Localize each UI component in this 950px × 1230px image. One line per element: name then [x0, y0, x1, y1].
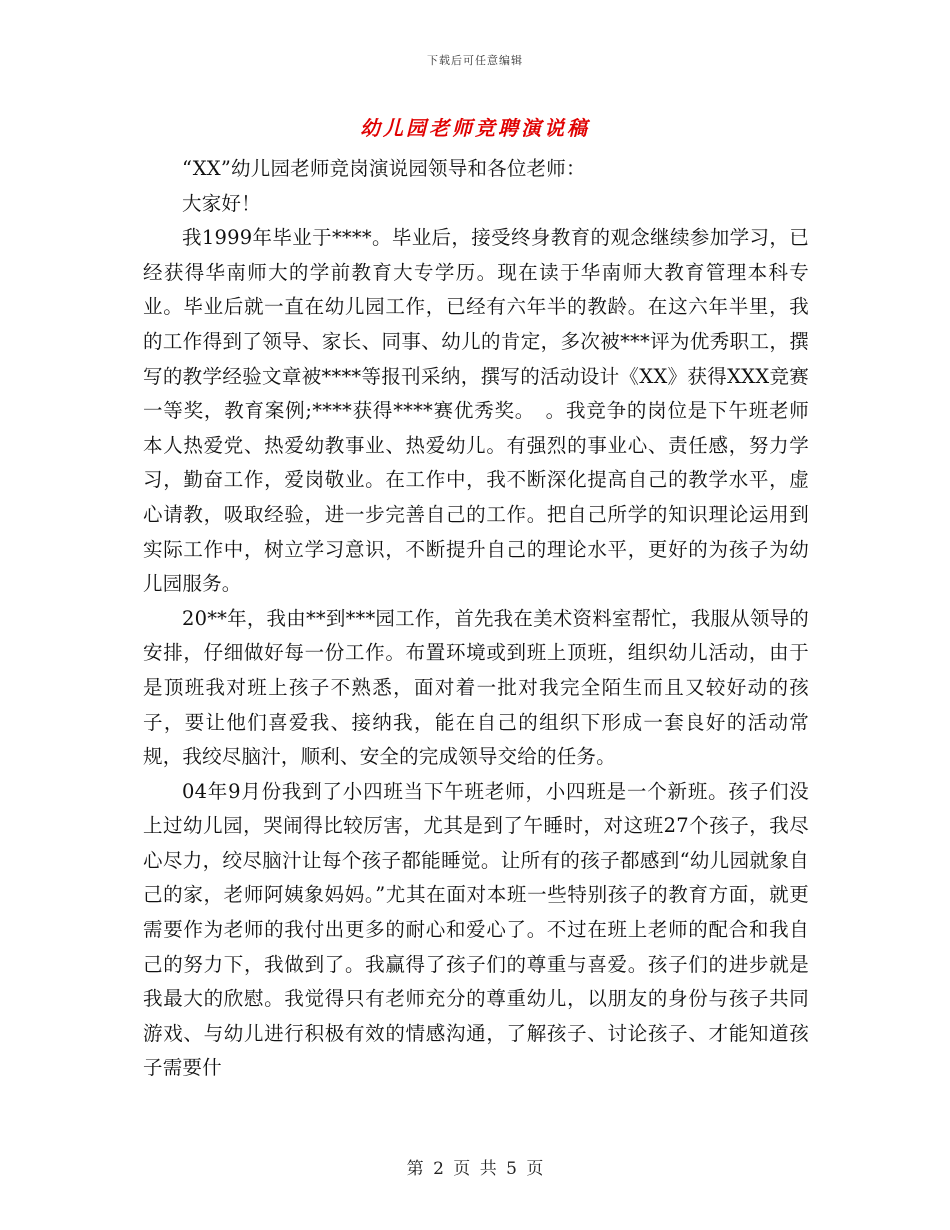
page-number-footer: 第 2 页 共 5 页 — [406, 1159, 544, 1179]
paragraph-background: 我1999年毕业于****。毕业后，接受终身教育的观念继续参加学习，已经获得华南师大的学前教育大专学历。现在读于华南师大教育管理本科专业。毕业后就一直在幼儿园工作，已经有六年半的教龄。在这六年半里，我的工作得到了领导、家长、同事、幼儿的肯定，多次被***评为优秀职工，撰写的教学经验文章被****等报刊采纳，撰写的活动设计《XX》获得XXX竞赛一等奖，教育案例;****获得****赛优秀奖。 。我竞争的岗位是下午班老师本人热爱党、热爱幼教事业、热爱幼儿。有强烈的事业心、责任感，努力学习，勤奋工作，爱岗敬业。在工作中，我不断深化提高自己的教学水平，虚心请教，吸取经验，进一步完善自己的工作。把自己所学的知识理论运用到实际工作中，树立学习意识，不断提升自己的理论水平，更好的为孩子为幼儿园服务。 — [143, 226, 809, 596]
paragraph-class-work: 04年9月份我到了小四班当下午班老师，小四班是一个新班。孩子们没上过幼儿园，哭闹得比较厉害，尤其是到了午睡时，对这班27个孩子，我尽心尽力，绞尽脑汁让每个孩子都能睡觉。让所有的孩子都感到“幼儿园就象自己的家，老师阿姨象妈妈。”尤其在面对本班一些特别孩子的教育方面，就更需要作为老师的我付出更多的耐心和爱心了。不过在班上老师的配合和我自己的努力下，我做到了。我赢得了孩子们的尊重与喜爱。孩子们的进步就是我最大的欣慰。我觉得只有老师充分的尊重幼儿，以朋友的身份与孩子共同游戏、与幼儿进行积极有效的情感沟通，了解孩子、讨论孩子、才能知道孩子需要什 — [143, 779, 809, 1080]
page-header-note: 下载后可任意编辑 — [427, 54, 523, 67]
paragraph-salutation: “XX”幼儿园老师竞岗演说园领导和各位老师： — [182, 157, 586, 180]
paragraph-greeting: 大家好！ — [182, 191, 261, 215]
paragraph-experience: 20**年，我由**到***园工作，首先我在美术资料室帮忙，我服从领导的安排，仔细做好每一份工作。布置环境或到班上顶班，组织幼儿活动，由于是顶班我对班上孩子不熟悉，面对着一批对我完全陌生而且又较好动的孩子，要让他们喜爱我、接纳我，能在自己的组织下形成一套良好的活动常规，我绞尽脑汁，顺利、安全的完成领导交给的任务。 — [143, 606, 809, 769]
document-title: 幼儿园老师竞聘演说稿 — [360, 116, 590, 140]
document-body — [143, 152, 809, 1086]
